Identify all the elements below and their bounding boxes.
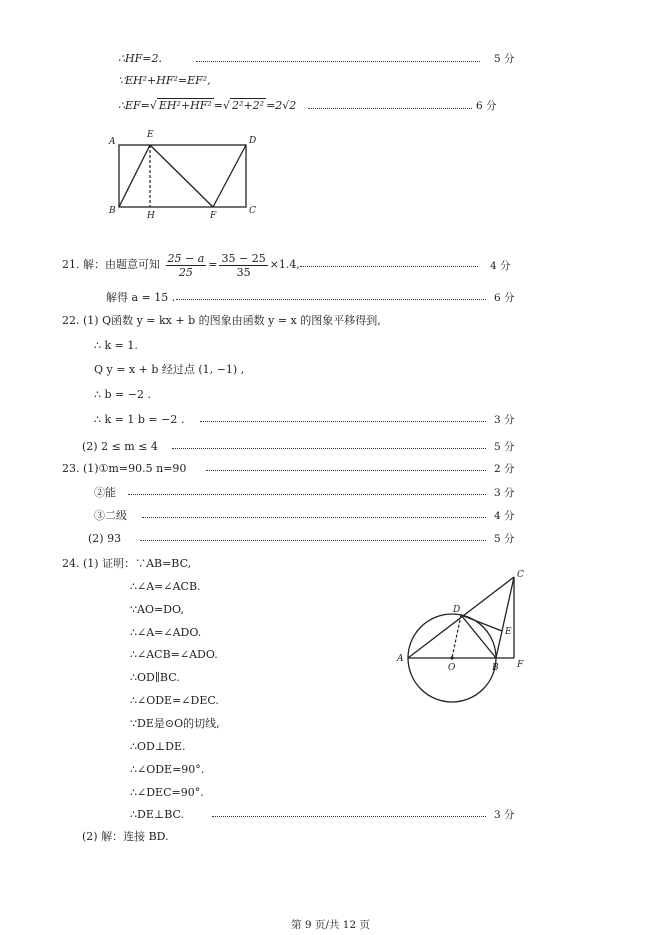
label-f: F <box>210 211 217 221</box>
p24-line-9: ∴OD⊥DE. <box>130 740 186 753</box>
p23-line-1: 23. (1)①m=90.5 n=90 <box>62 462 187 475</box>
fraction-2-denominator: 35 <box>236 265 251 279</box>
p21-tail: ×1.4, <box>269 258 300 271</box>
label-d: D <box>249 136 257 146</box>
segment-be <box>119 145 150 207</box>
label-a: A <box>109 137 116 147</box>
fraction-1 <box>166 252 207 279</box>
center-point <box>450 656 453 659</box>
dot-leader <box>308 108 472 109</box>
ef-prefix: ∴EF= <box>118 99 150 112</box>
p24-line-5: ∴∠ACB=∠ADO. <box>130 648 218 661</box>
dot-leader <box>300 266 478 267</box>
p23-line-4: (2) 93 <box>88 532 122 545</box>
label-d: D <box>453 605 461 615</box>
score-label: 6 分 <box>476 100 497 112</box>
label-b: B <box>109 206 116 216</box>
p22-line-2: ∴ k = 1. <box>94 339 138 352</box>
dot-leader <box>176 299 486 300</box>
p22-line-5: ∴ k = 1 b = −2 . <box>94 413 185 426</box>
p22-line-3: Q y = x + b 经过点 (1, −1) , <box>94 363 245 376</box>
page-footer: 第 9 页/共 12 页 <box>291 919 370 931</box>
fraction-2-numerator: 35 − 25 <box>221 251 266 265</box>
p24-line-12: ∴DE⊥BC. <box>130 808 185 821</box>
sqrt-expr-2: 2²+2² <box>232 99 265 112</box>
p20-line-pythagoras: ∵EH²+HF²=EF², <box>118 74 211 87</box>
label-e: E <box>147 130 154 140</box>
score-label: 5 分 <box>494 441 515 453</box>
p20-line-hf: ∴HF=2. <box>118 52 162 65</box>
rectangle-figure <box>100 125 270 225</box>
ef-equals: = <box>213 99 224 112</box>
p24-part-2: (2) 解：连接 BD. <box>82 830 169 843</box>
p24-line-11: ∴∠DEC=90°. <box>130 786 204 799</box>
score-label: 5 分 <box>494 533 515 545</box>
p21-prefix: 21. 解：由题意可知 <box>62 258 160 271</box>
p24-line-8: ∵DE是⊙O的切线, <box>130 717 220 730</box>
dot-leader <box>140 540 486 541</box>
label-e: E <box>505 627 512 637</box>
score-label: 6 分 <box>494 292 515 304</box>
dot-leader <box>206 470 486 471</box>
label-f: F <box>517 660 524 670</box>
radical-sign: √ <box>149 99 157 112</box>
fraction-1-denominator: 25 <box>178 265 193 279</box>
score-label: 5 分 <box>494 53 515 65</box>
p22-line-1: 22. (1) Q函数 y = kx + b 的图象由函数 y = x 的图象平移得到, <box>62 314 381 327</box>
radical-sign: √ <box>223 99 231 112</box>
dot-leader <box>196 61 480 62</box>
p24-line-2: ∴∠A=∠ACB. <box>130 580 201 593</box>
sqrt-expr-1: EH²+HF² <box>158 99 212 112</box>
p22-part-2: (2) 2 ≤ m ≤ 4 <box>82 440 158 453</box>
dot-leader <box>172 448 486 449</box>
dot-leader <box>212 816 486 817</box>
p20-line-ef <box>118 99 296 113</box>
p21-equals: = <box>208 258 218 271</box>
score-label: 3 分 <box>494 487 515 499</box>
dot-leader <box>142 517 486 518</box>
fraction-1-numerator: 25 − a <box>167 251 205 265</box>
p24-line-7: ∴∠ODE=∠DEC. <box>130 694 219 707</box>
p24-line-4: ∴∠A=∠ADO. <box>130 626 202 639</box>
score-label: 3 分 <box>494 414 515 426</box>
segment-ef <box>150 145 213 207</box>
dot-leader <box>128 494 486 495</box>
rect-abcd <box>119 145 246 207</box>
p23-line-3: ③二级 <box>94 509 127 522</box>
label-c: C <box>249 206 256 216</box>
dot-leader <box>200 421 486 422</box>
label-h: H <box>147 211 155 221</box>
label-b: B <box>492 663 499 673</box>
p24-line-1: 24. (1) 证明：∵AB=BC, <box>62 557 192 570</box>
segment-fd <box>213 145 246 207</box>
ef-result: =2√2 <box>266 99 297 112</box>
p24-line-6: ∴OD∥BC. <box>130 671 180 684</box>
circle-figure <box>390 565 540 705</box>
score-label: 2 分 <box>494 463 515 475</box>
score-label: 4 分 <box>490 260 511 272</box>
p24-line-3: ∵AO=DO, <box>130 603 184 616</box>
p23-line-2: ②能 <box>94 486 116 499</box>
p24-line-10: ∴∠ODE=90°. <box>130 763 205 776</box>
score-label: 4 分 <box>494 510 515 522</box>
score-label: 3 分 <box>494 809 515 821</box>
p21-equation <box>62 248 300 282</box>
p22-line-4: ∴ b = −2 . <box>94 388 151 401</box>
label-o: O <box>448 663 456 673</box>
label-a: A <box>397 654 404 664</box>
p21-solution: 解得 a = 15 . <box>106 291 176 304</box>
label-c: C <box>517 570 524 580</box>
fraction-2 <box>219 252 267 279</box>
